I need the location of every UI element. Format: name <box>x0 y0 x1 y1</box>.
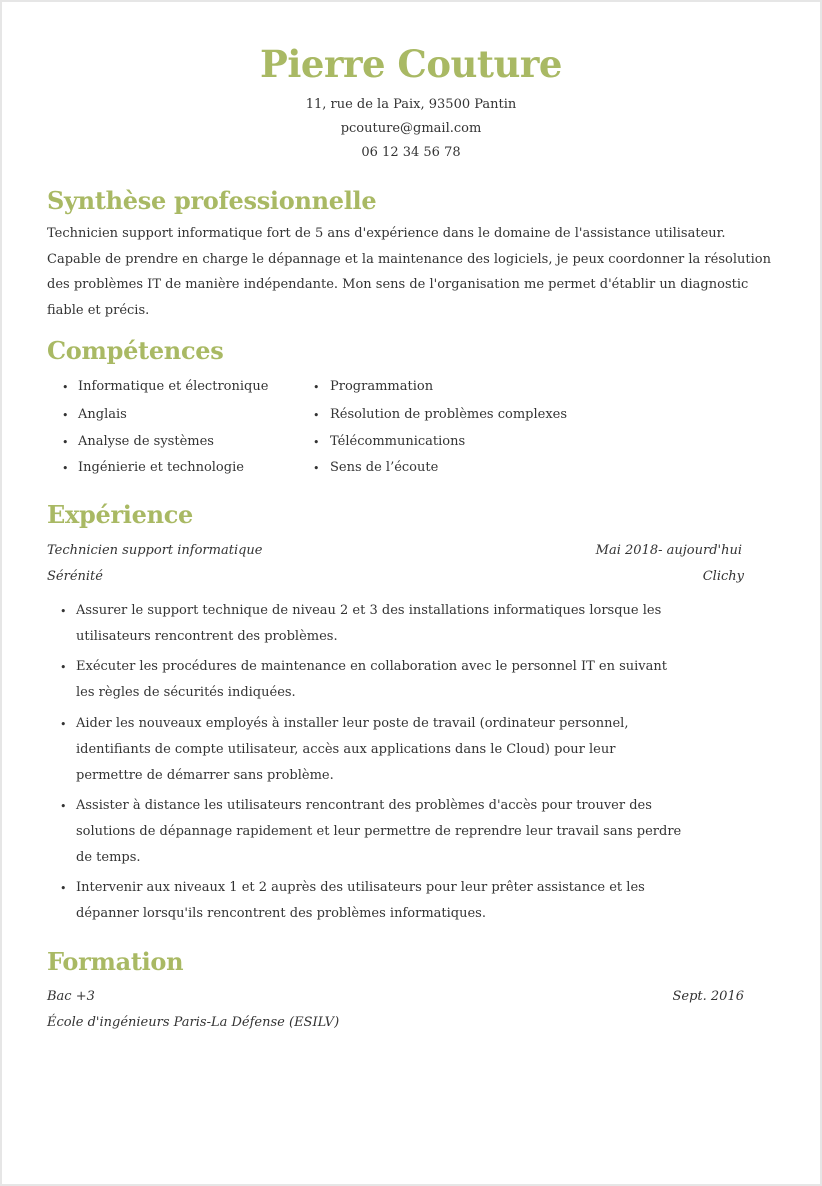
contact-phone: 06 12 34 56 78 <box>361 145 461 160</box>
skill-item: Ingénierie et technologie <box>78 460 244 475</box>
skill-item: Informatique et électronique <box>78 379 269 394</box>
job-title: Technicien support informatique <box>47 543 263 558</box>
degree: Bac +3 <box>47 989 95 1004</box>
experience-line: les règles de sécurités indiquées. <box>76 685 296 700</box>
summary-title: Synthèse professionnelle <box>47 186 377 215</box>
job-dates: Mai 2018- aujourd'hui <box>595 543 742 558</box>
skill-item: Résolution de problèmes complexes <box>330 407 568 422</box>
bullet-icon: • <box>60 661 67 674</box>
summary-line: Technicien support informatique fort de 5 ans d'expérience dans le domaine de l'assistance utilisateur. <box>47 226 726 241</box>
bullet-icon: • <box>313 436 320 449</box>
bullet-icon: • <box>62 381 69 394</box>
skills-title: Compétences <box>47 336 224 365</box>
education-title: Formation <box>47 947 184 976</box>
candidate-name: Pierre Couture <box>260 42 562 86</box>
experience-line: solutions de dépannage rapidement et leur permettre de reprendre leur travail sans perdre <box>76 824 682 839</box>
bullet-icon: • <box>62 436 69 449</box>
summary-line: des problèmes IT de manière indépendante. Mon sens de l'organisation me permet d'établir un diagnostic <box>47 277 749 292</box>
skill-item: Sens de l’écoute <box>330 460 439 475</box>
bullet-icon: • <box>60 605 67 618</box>
company-name: Sérénité <box>47 569 103 584</box>
summary-line: Capable de prendre en charge le dépannage et la maintenance des logiciels, je peux coordonner la résolution <box>47 251 771 267</box>
experience-line: utilisateurs rencontrent des problèmes. <box>76 629 338 644</box>
experience-line: Aider les nouveaux employés à installer leur poste de travail (ordinateur personnel, <box>76 716 629 731</box>
experience-line: dépanner lorsqu'ils rencontrent des problèmes informatiques. <box>76 906 486 921</box>
skill-item: Télécommunications <box>330 434 466 449</box>
experience-line: Assurer le support technique de niveau 2 et 3 des installations informatiques lorsque les <box>76 603 662 618</box>
bullet-icon: • <box>60 882 67 895</box>
skill-item: Programmation <box>330 379 434 394</box>
bullet-icon: • <box>62 409 69 422</box>
bullet-icon: • <box>313 409 320 422</box>
experience-title: Expérience <box>47 500 194 529</box>
bullet-icon: • <box>313 462 320 475</box>
bullet-icon: • <box>60 800 67 813</box>
experience-line: Exécuter les procédures de maintenance en collaboration avec le personnel IT en suivant <box>76 659 667 674</box>
contact-email: pcouture@gmail.com <box>340 121 482 136</box>
experience-line: Assister à distance les utilisateurs rencontrant des problèmes d'accès pour trouver des <box>76 798 652 813</box>
experience-line: identifiants de compte utilisateur, accès aux applications dans le Cloud) pour leur <box>76 742 616 757</box>
experience-line: Intervenir aux niveaux 1 et 2 auprès des utilisateurs pour leur prêter assistance et les <box>76 880 645 895</box>
summary-text <box>47 221 771 323</box>
experience-line: permettre de démarrer sans problème. <box>76 768 334 783</box>
summary-line: fiable et précis. <box>47 302 150 318</box>
bullet-icon: • <box>62 462 69 475</box>
degree-date: Sept. 2016 <box>672 989 744 1004</box>
job-location: Clichy <box>702 569 744 584</box>
bullet-icon: • <box>313 381 320 394</box>
experience-line: de temps. <box>76 850 141 865</box>
school-name: École d'ingénieurs Paris-La Défense (ESILV) <box>47 1015 340 1030</box>
skill-item: Analyse de systèmes <box>78 434 214 449</box>
contact-address: 11, rue de la Paix, 93500 Pantin <box>305 97 517 112</box>
bullet-icon: • <box>60 718 67 731</box>
skill-item: Anglais <box>78 407 127 422</box>
